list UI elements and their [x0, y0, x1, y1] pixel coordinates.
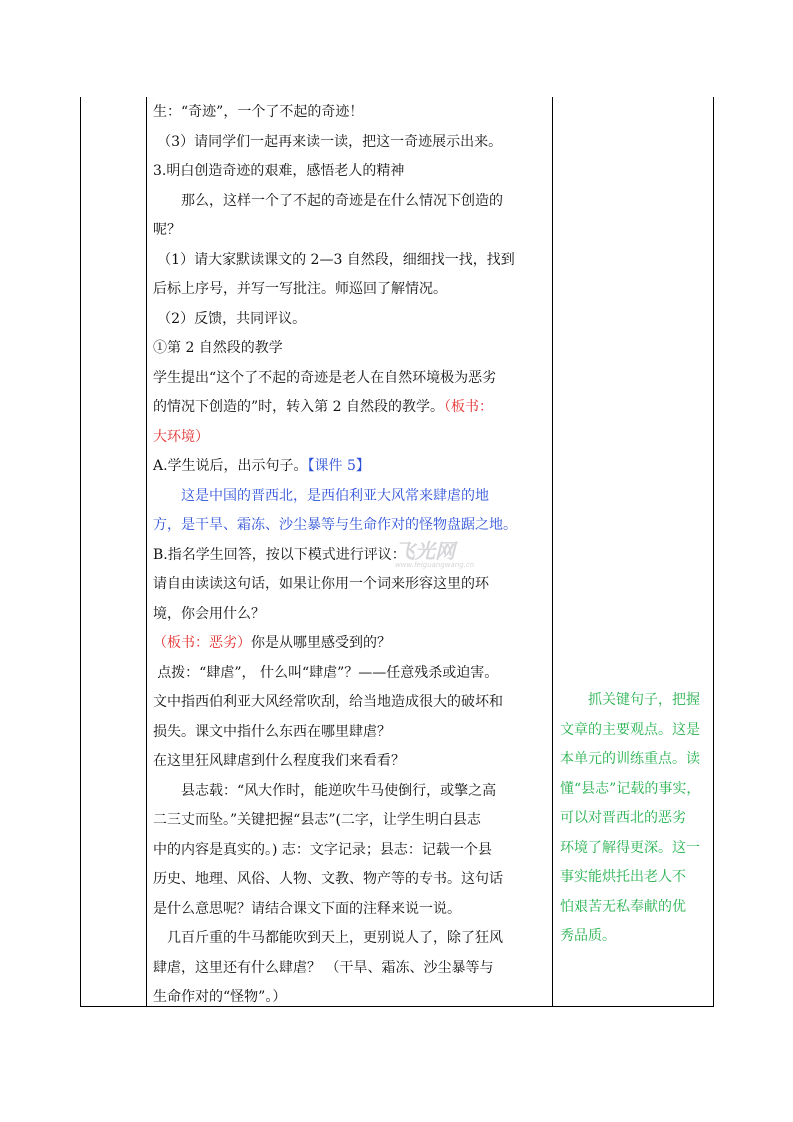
- lesson-line: 那么，这样一个了不起的奇迹是在什么情况下创造的: [181, 192, 503, 209]
- lesson-line: （1）请大家默读课文的 2—3 自然段，细细找一找，找到: [157, 251, 515, 268]
- lesson-line: （3）请同学们一起再来读一读，把这一奇迹展示出来。: [157, 133, 503, 150]
- note-line: 怕艰苦无私奉献的优: [560, 898, 686, 915]
- table-border-right: [713, 97, 714, 1007]
- lesson-line: B.指名学生回答，按以下模式进行评议：: [153, 546, 406, 563]
- lesson-line: 损失。课文中指什么东西在哪里肆虐？: [153, 723, 391, 740]
- lesson-line: [153, 452, 551, 482]
- note-line: 文章的主要观点。这是: [560, 721, 700, 738]
- lesson-line: 点拨：“肆虐”， 什么叫“肆虐”？——任意残杀或迫害。: [157, 664, 499, 681]
- blackboard-note: 大环境）: [153, 428, 209, 445]
- watermark-logo: [395, 539, 475, 573]
- lesson-line: 请自由读读这句话，如果让你用一个词来形容这里的环: [153, 576, 489, 592]
- quoted-sentence: 方，是干旱、霜冻、沙尘暴等与生命作对的怪物盘踞之地。: [153, 517, 517, 533]
- lesson-line: 二三丈而坠。”关键把握“县志”(二字，让学生明白县志: [153, 812, 481, 828]
- table-col-divider-1: [146, 97, 147, 1007]
- lesson-line: 在这里狂风肆虐到什么程度我们来看看？: [153, 753, 405, 769]
- lesson-line: 是什么意思呢？请结合课文下面的注释来说一说。: [153, 900, 461, 917]
- lesson-line: 生命作对的“怪物”。）: [153, 989, 287, 1005]
- lesson-line: ①第 2 自然段的教学: [153, 340, 283, 356]
- lesson-line: 呢？: [153, 222, 181, 238]
- blackboard-note: （板书：恶劣）: [153, 635, 251, 651]
- watermark-title: 飞光网: [395, 539, 455, 563]
- lesson-line: [153, 629, 551, 659]
- note-line: 环境了解得更深。这一: [560, 839, 700, 856]
- note-line: 可以对晋西北的恶劣: [560, 810, 686, 826]
- lesson-line: 生：“奇迹”，一个了不起的奇迹！: [153, 104, 364, 120]
- courseware-tag: 【课件 5】: [307, 458, 370, 474]
- lesson-line: 后标上序号，并写一写批注。师巡回了解情况。: [153, 281, 447, 297]
- note-line: 本单元的训练重点。读: [560, 751, 700, 767]
- note-line: 懂“县志”记载的事实，: [560, 780, 701, 797]
- lesson-line: 3.明白创造奇迹的艰难，感悟老人的精神: [153, 163, 405, 179]
- lesson-line: 历史、地理、风俗、人物、文教、物产等的专书。这句话: [153, 871, 503, 887]
- lesson-line: 肆虐，这里还有什么肆虐？ （干旱、霜冻、沙尘暴等与: [153, 959, 494, 976]
- lesson-text: 你是从哪里感受到的？: [251, 635, 391, 651]
- table-col-divider-2: [552, 97, 553, 1007]
- design-note: [560, 686, 713, 952]
- note-line: 秀品质。: [560, 928, 616, 944]
- lesson-text: 的情况下创造的”时，转入第 2 自然段的教学。: [153, 399, 444, 415]
- lesson-line: 学生提出“这个了不起的奇迹是老人在自然环境极为恶劣: [153, 369, 497, 386]
- lesson-line: 境，你会用什么？: [153, 605, 265, 622]
- lesson-line: （2）反馈，共同评议。: [157, 310, 307, 327]
- lesson-text: A.学生说后，出示句子。: [153, 458, 308, 474]
- lesson-line: 几百斤重的牛马都能吹到天上，更别说人了，除了狂风: [167, 930, 503, 946]
- lesson-line: [153, 393, 551, 423]
- lesson-line: 文中指西伯利亚大风经常吹刮，给当地造成很大的破坏和: [153, 694, 503, 710]
- lesson-line: 中的内容是真实的。) 志：文字记录；县志：记载一个县: [153, 841, 492, 858]
- note-line: 抓关键句子，把握: [588, 692, 700, 708]
- lesson-content: [153, 98, 551, 1013]
- note-line: 事实能烘托出老人不: [560, 869, 686, 885]
- lesson-line: 县志载：“风大作时，能逆吹牛马使倒行，或擎之高: [181, 782, 497, 799]
- watermark-url: www.feiguangwang.cn: [395, 561, 475, 569]
- blackboard-note: （板书：: [443, 399, 493, 415]
- quoted-sentence: 这是中国的晋西北，是西伯利亚大风常来肆虐的地: [181, 487, 489, 504]
- table-border-left: [80, 97, 81, 1007]
